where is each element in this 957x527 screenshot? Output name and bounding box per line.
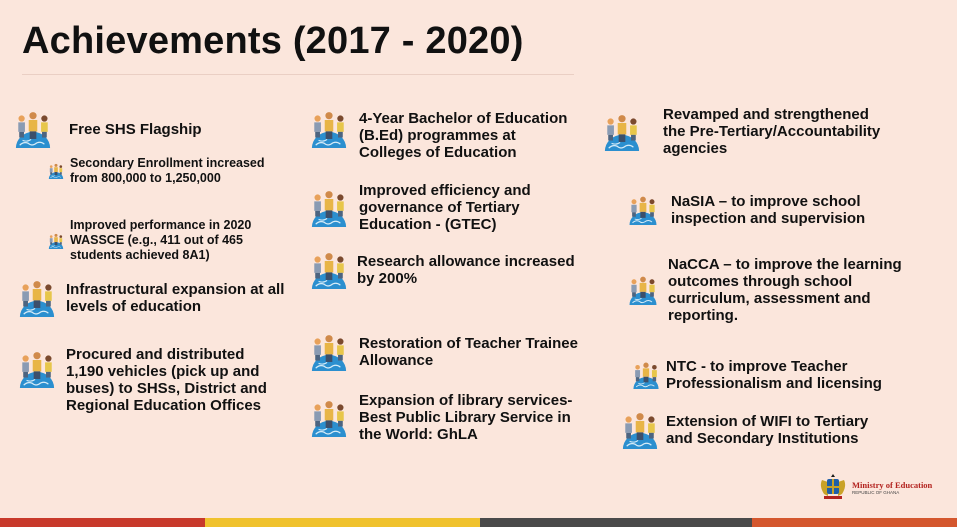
achievement-text: 4-Year Bachelor of Education (B.Ed) programmes at Colleges of Education <box>359 110 568 161</box>
people-globe-icon <box>310 110 348 148</box>
achievement-text: NaCCA – to improve the learning outcomes through school curriculum, assessment and reporting. <box>668 256 902 324</box>
achievement-bed <box>310 110 567 161</box>
ministry-logo <box>818 474 932 502</box>
achievement-text: Improved performance in 2020 WASSCE (e.g., 411 out of 465 students achieved 8A1) <box>70 218 252 262</box>
title-divider <box>22 74 574 75</box>
achievement-vehicles <box>18 346 267 414</box>
people-globe-icon <box>632 361 660 389</box>
people-globe-icon <box>48 163 64 179</box>
achievement-research <box>310 251 575 289</box>
achievement-text: Procured and distributed 1,190 vehicles (pick up and buses) to SHSs, District and Regional Education Offices <box>66 346 267 414</box>
achievement-wassce <box>48 218 251 263</box>
footer-segment-gray <box>480 518 752 527</box>
achievement-enrollment <box>48 156 265 186</box>
people-globe-icon <box>18 350 56 388</box>
achievement-nasia <box>628 193 865 227</box>
achievement-trainee <box>310 333 578 371</box>
page-title: Achievements (2017 - 2020) <box>22 20 524 62</box>
people-globe-icon <box>628 195 658 225</box>
people-globe-icon <box>621 411 659 449</box>
achievement-pretertiary <box>603 106 880 157</box>
people-globe-icon <box>310 333 348 371</box>
footer-segment-orange <box>752 518 957 527</box>
people-globe-icon <box>14 110 52 148</box>
achievement-text: Infrastructural expansion at all levels of education <box>66 281 285 315</box>
achievement-free-shs <box>14 110 202 148</box>
achievement-text: Secondary Enrollment increased from 800,000 to 1,250,000 <box>70 156 265 185</box>
coat-of-arms-icon <box>818 474 848 502</box>
people-globe-icon <box>310 251 348 289</box>
people-globe-icon <box>628 275 658 305</box>
achievement-text: NaSIA – to improve school inspection and supervision <box>671 193 866 227</box>
people-globe-icon <box>310 189 348 227</box>
people-globe-icon <box>18 279 56 317</box>
achievement-gtec <box>310 182 531 233</box>
people-globe-icon <box>310 399 348 437</box>
achievement-library <box>310 392 572 443</box>
logo-subtitle: REPUBLIC OF GHANA <box>852 489 900 495</box>
footer-segment-red <box>0 518 205 527</box>
achievement-text: Expansion of library services- Best Public Library Service in the World: GhLA <box>359 392 573 443</box>
achievement-nacca <box>628 256 902 324</box>
achievement-text: Research allowance increased by 200% <box>357 253 575 287</box>
achievement-text: NTC - to improve Teacher Professionalism and licensing <box>666 358 882 392</box>
footer-segment-yellow <box>205 518 480 527</box>
logo-title: Ministry of Education <box>852 479 933 490</box>
achievement-text: Restoration of Teacher Trainee Allowance <box>359 335 578 369</box>
people-globe-icon <box>603 113 641 151</box>
achievement-text: Extension of WIFI to Tertiary and Secondary Institutions <box>666 413 869 447</box>
achievement-ntc <box>632 358 882 392</box>
achievement-text: Revamped and strengthened the Pre-Tertiary/Accountability agencies <box>663 106 881 157</box>
achievement-infrastructure <box>18 279 284 317</box>
achievement-wifi <box>621 411 868 449</box>
footer-color-bar <box>0 518 957 527</box>
achievement-text: Improved efficiency and governance of Tertiary Education - (GTEC) <box>359 182 531 233</box>
people-globe-icon <box>48 233 64 249</box>
achievement-text: Free SHS Flagship <box>69 120 202 138</box>
